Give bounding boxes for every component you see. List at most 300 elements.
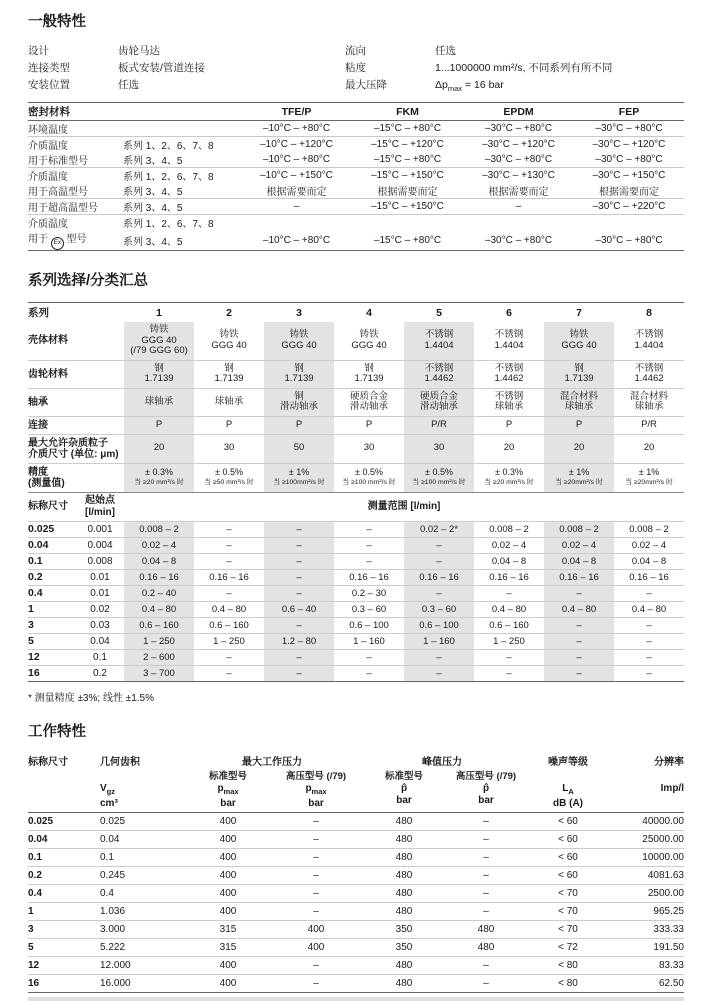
- measurement-row: [28, 537, 684, 553]
- nominal-size: 0.025: [28, 812, 92, 830]
- pmax-high-value: –: [272, 848, 360, 866]
- cell-line: 硬质合金: [419, 390, 458, 402]
- sealing-temp-value: [463, 215, 574, 231]
- pmax-high-unit: [272, 782, 360, 813]
- gear-volume-value: 0.245: [92, 866, 184, 884]
- cell-line: 当 ≥50 mm²/s 时: [204, 478, 254, 486]
- resolution-value: 2500.00: [612, 884, 684, 902]
- operating-row: [28, 974, 684, 992]
- cell-line: 1.4462: [494, 373, 524, 385]
- range-value: –: [264, 649, 334, 665]
- material-cell: [194, 434, 264, 463]
- gear-volume-value: 0.4: [92, 884, 184, 902]
- range-value: 0.04 – 8: [491, 555, 527, 567]
- material-cell: [474, 322, 544, 360]
- range-value: –: [264, 585, 334, 601]
- range-value: 0.4 – 80: [124, 601, 194, 617]
- ex-atex-icon: Ex: [51, 237, 64, 250]
- cell-line: 铸铁: [359, 329, 379, 341]
- series-col-6: 6: [506, 306, 512, 319]
- range-value: –: [264, 665, 334, 681]
- sealing-temp-value: –15°C – +120°C: [371, 139, 444, 151]
- cell-line: 不锈钢: [494, 390, 524, 402]
- cell-line: 钢: [294, 362, 304, 374]
- sealing-row-label: 介质温度: [28, 219, 68, 231]
- range-value: 0.4 – 80: [211, 603, 247, 615]
- cell-line: 不锈钢: [494, 362, 524, 374]
- range-value: 0.16 – 16: [124, 569, 194, 585]
- peak-standard-model-header: 标准型号: [384, 770, 423, 782]
- range-value: –: [544, 585, 614, 601]
- peak-high-value: –: [448, 884, 524, 902]
- sealing-temp-value: –15°C – +80°C: [373, 234, 442, 246]
- range-value: 0.02 – 4: [124, 537, 194, 553]
- property-label: 最大压降: [345, 79, 387, 91]
- range-value: –: [226, 667, 232, 679]
- spacer: [612, 768, 684, 782]
- sealing-temp-value: [241, 215, 352, 231]
- unit-label: bar: [396, 794, 412, 806]
- unit-label: bar: [308, 797, 324, 809]
- sealing-temp-value: –30°C – +220°C: [574, 199, 684, 215]
- nominal-size: 0.1: [28, 848, 92, 866]
- range-value: –: [366, 667, 372, 679]
- range-value: –: [264, 569, 334, 585]
- sealing-series-label: 系列 1、2、6、7、8: [123, 172, 214, 184]
- cell-line: 滑动轴承: [349, 401, 388, 413]
- range-value: –: [544, 665, 614, 681]
- nominal-size-header: 标称尺寸: [28, 500, 68, 512]
- series-section-title: 系列选择/分类汇总: [28, 273, 149, 290]
- sealing-temp-value: 根据需要而定: [352, 183, 463, 199]
- general-props-left: [28, 43, 345, 97]
- range-value: 0.008 – 2: [124, 521, 194, 537]
- peak-standard-value: 480: [360, 884, 448, 902]
- range-value: –: [506, 667, 512, 679]
- property-value: [435, 43, 684, 60]
- label-line: 精度: [28, 466, 48, 478]
- sealing-temp-value: –30°C – +80°C: [463, 121, 574, 137]
- cell-line: ± 0.3%: [145, 467, 173, 478]
- noise-level-value: < 60: [524, 848, 612, 866]
- peak-high-value: –: [448, 848, 524, 866]
- peak-pressure-header: 峰值压力: [422, 756, 462, 768]
- range-value: –: [264, 521, 334, 537]
- material-cell: [614, 360, 684, 388]
- sealing-col-tfep: TFE/P: [241, 103, 352, 121]
- peak-standard-value: 480: [360, 830, 448, 848]
- resolution-value: 25000.00: [612, 830, 684, 848]
- pmax-standard-value: 315: [184, 920, 272, 938]
- pmax-standard-value: 400: [219, 977, 237, 989]
- measurement-row: [28, 553, 684, 569]
- cell-line: 钢: [154, 362, 164, 374]
- cell-line: 不锈钢: [424, 329, 454, 341]
- range-value: 1 – 250: [213, 635, 245, 647]
- range-value: –: [646, 635, 652, 647]
- cell-line: 不锈钢: [634, 329, 664, 341]
- series-table-body: [28, 322, 684, 492]
- range-value: –: [646, 587, 652, 599]
- label-prefix: 用于: [28, 234, 51, 246]
- cell-line: 1.4462: [424, 373, 454, 385]
- material-cell: [544, 434, 614, 463]
- cell-line: 1.7139: [354, 373, 384, 385]
- sealing-temp-value: –15°C – +150°C: [352, 199, 463, 215]
- start-point-header: [76, 492, 124, 521]
- cell-line: 不锈钢: [494, 329, 524, 341]
- peak-high-value: –: [448, 812, 524, 830]
- series-material-row: [28, 360, 684, 388]
- sealing-row-label: 用于标准型号: [28, 152, 123, 168]
- material-cell: [194, 463, 264, 492]
- cell-line: ± 0.5%: [425, 467, 453, 478]
- operating-row: [28, 866, 684, 884]
- range-value: –: [226, 523, 232, 535]
- sealing-temp-value: –15°C – +80°C: [352, 152, 463, 168]
- sealing-series-label: 系列 3、4、5: [123, 236, 183, 248]
- measurement-row: [28, 585, 684, 601]
- sealing-col-fkm: FKM: [352, 103, 463, 121]
- range-value: 0.16 – 16: [404, 569, 474, 585]
- material-cell: [334, 360, 404, 388]
- material-cell: [264, 434, 334, 463]
- start-point-value: 0.2: [93, 667, 107, 679]
- sealing-row-label: 用于高温型号: [28, 183, 123, 199]
- material-cell: [124, 388, 194, 416]
- material-cell: [334, 322, 404, 360]
- sealing-temp-value: [352, 215, 463, 231]
- series-header-row: [28, 303, 684, 323]
- noise-level-value: < 80: [524, 956, 612, 974]
- property-row: [28, 77, 345, 94]
- material-cell: [334, 416, 404, 434]
- operating-section-title: 工作特性: [28, 723, 86, 740]
- gear-volume-unit: [92, 782, 184, 813]
- nominal-size: 12: [28, 956, 92, 974]
- material-cell: [194, 416, 264, 434]
- series-material-row: [28, 322, 684, 360]
- material-cell: [194, 322, 264, 360]
- cell-line: P/R: [641, 418, 657, 430]
- sealing-row-label: [28, 230, 123, 251]
- range-value: 0.16 – 16: [629, 571, 669, 583]
- resolution-value: 83.33: [612, 956, 684, 974]
- max-working-pressure-header: 最大工作压力: [242, 756, 302, 768]
- start-point-value: 0.1: [93, 651, 107, 663]
- material-cell: [194, 388, 264, 416]
- noise-unit: [524, 782, 612, 813]
- cell-line: 铸铁: [289, 329, 309, 341]
- peak-standard-value: 350: [360, 938, 448, 956]
- cell-line: 当 ≥20mm²/s 时: [625, 478, 673, 486]
- cell-line: 当 ≥20 mm²/s 时: [134, 478, 184, 486]
- cell-line: 混合材料: [559, 390, 598, 402]
- sealing-series-label: 系列 3、4、5: [123, 152, 241, 168]
- nominal-size: 0.04: [28, 830, 92, 848]
- sealing-temp-value: 根据需要而定: [241, 183, 352, 199]
- pmax-high-value: –: [272, 884, 360, 902]
- sealing-temp-value: –30°C – +80°C: [574, 121, 684, 137]
- material-row-label: [28, 416, 124, 434]
- range-value: –: [506, 587, 512, 599]
- cell-line: 球轴承: [144, 395, 174, 407]
- pmax-high-value: 400: [272, 920, 360, 938]
- cell-line: 硬质合金: [349, 390, 388, 402]
- material-cell: [404, 434, 474, 463]
- cell-line: ± 0.5%: [215, 467, 243, 478]
- noise-level-value: < 80: [558, 977, 578, 989]
- gear-volume-value: 1.036: [92, 902, 184, 920]
- sealing-materials-table: [28, 102, 684, 251]
- noise-level-header: 噪声等级: [548, 756, 588, 768]
- unit-label: dB (A): [553, 797, 583, 809]
- material-row-label: [28, 360, 124, 388]
- cell-line: GGG 40: [281, 339, 317, 351]
- cell-line: GGG 40: [561, 339, 597, 351]
- text-segment: 1...1000000 mm²/s, 不同系列有所不同: [435, 62, 613, 74]
- material-cell: [124, 434, 194, 463]
- cell-line: 滑动轴承: [279, 401, 318, 413]
- range-value: –: [264, 537, 334, 553]
- sealing-series-label: 系列 1、2、6、7、8: [123, 219, 214, 231]
- peak-high-value: –: [448, 902, 524, 920]
- cell-line: 混合材料: [629, 390, 668, 402]
- spacer: [28, 782, 92, 813]
- cell-line: GGG 40: [211, 339, 247, 351]
- range-value: –: [366, 523, 372, 535]
- measurement-header-row: [28, 492, 684, 521]
- series-col-1: 1: [156, 306, 162, 319]
- resolution-header: 分辨率: [654, 756, 684, 768]
- material-cell: [614, 416, 684, 434]
- cell-line: 30: [433, 442, 445, 454]
- cell-line: GGG 40: [351, 339, 387, 351]
- resolution-value: 10000.00: [612, 848, 684, 866]
- cell-line: 1.7139: [144, 373, 174, 385]
- nominal-size: 3: [28, 920, 92, 938]
- cell-line: 球轴承: [214, 395, 244, 407]
- range-value: 2 – 600: [124, 649, 194, 665]
- property-row: [345, 77, 684, 97]
- subscript: gz: [106, 786, 116, 796]
- cell-line: ± 1%: [568, 467, 590, 478]
- property-label: 粘度: [345, 62, 366, 74]
- range-value: –: [404, 649, 474, 665]
- cell-line: 当 ≥100 mm²/s 时: [412, 478, 466, 486]
- series-material-row: [28, 434, 684, 463]
- material-cell: [264, 322, 334, 360]
- sealing-temp-value: –: [241, 199, 352, 215]
- resolution-value: 40000.00: [612, 812, 684, 830]
- cell-line: 铸铁: [149, 324, 169, 336]
- sealing-temp-value: –30°C – +80°C: [574, 152, 684, 168]
- range-value: –: [544, 649, 614, 665]
- sealing-row-label: 环境温度: [28, 121, 123, 137]
- resolution-value: 4081.63: [612, 866, 684, 884]
- peak-high-unit: [448, 782, 524, 813]
- pmax-high-value: 400: [272, 938, 360, 956]
- operating-row: [28, 812, 684, 830]
- sealing-series-label: 系列 3、4、5: [123, 199, 241, 215]
- range-value: 0.6 – 160: [489, 619, 529, 631]
- cell-line: P: [295, 418, 303, 430]
- range-value: –: [264, 553, 334, 569]
- pmax-high-value: –: [272, 812, 360, 830]
- sealing-row: [28, 215, 684, 231]
- cell-line: 不锈钢: [634, 362, 664, 374]
- range-value: –: [226, 651, 232, 663]
- cell-line: 1.4404: [634, 339, 664, 351]
- measuring-range-header: 测量范围 [l/min]: [367, 500, 441, 512]
- cell-line: 20: [153, 442, 165, 454]
- nominal-size: 0.2: [28, 571, 43, 584]
- nominal-size: 5: [28, 635, 34, 648]
- label-line: 轴承: [28, 396, 48, 408]
- range-value: 0.6 – 100: [404, 617, 474, 633]
- cell-line: 当 ≥20mm²/s 时: [555, 478, 603, 486]
- range-value: 0.4 – 80: [491, 603, 527, 615]
- sealing-temp-value: –: [463, 199, 574, 215]
- series-col-2: 2: [226, 306, 232, 319]
- pmax-standard-value: 400: [184, 902, 272, 920]
- pmax-high-value: –: [313, 977, 319, 989]
- measurement-row: [28, 601, 684, 617]
- sealing-row: [28, 168, 684, 184]
- material-cell: [474, 434, 544, 463]
- peak-high-value: 480: [448, 920, 524, 938]
- property-label: 连接类型: [28, 62, 70, 74]
- material-row-label: [28, 388, 124, 416]
- nominal-size: 0.025: [28, 523, 55, 536]
- text-segment: 任选: [118, 79, 139, 91]
- range-value: 0.16 – 16: [209, 571, 249, 583]
- range-value: 0.16 – 16: [349, 571, 389, 583]
- material-cell: [544, 322, 614, 360]
- sealing-row-label: 介质温度: [28, 172, 68, 184]
- label-suffix: 型号: [63, 234, 87, 246]
- material-cell: [474, 388, 544, 416]
- label-line: 壳体材料: [28, 335, 68, 347]
- material-cell: [334, 434, 404, 463]
- symbol: p: [305, 782, 312, 794]
- range-value: –: [366, 651, 372, 663]
- property-row: [28, 60, 345, 77]
- cell-line: 1.4404: [424, 339, 454, 351]
- cell-line: 球轴承: [564, 401, 594, 413]
- pmax-standard-unit: [184, 782, 272, 813]
- spacer: [524, 768, 612, 782]
- cell-line: 1.4404: [494, 339, 524, 351]
- text-segment: 齿轮马达: [118, 45, 160, 57]
- cell-line: 钢: [364, 362, 374, 374]
- sealing-temp-value: –10°C – +80°C: [241, 121, 352, 137]
- cell-line: 滑动轴承: [419, 401, 458, 413]
- operating-table: [28, 753, 684, 993]
- sealing-row: [28, 152, 684, 168]
- label-line: 连接: [28, 419, 48, 431]
- cell-line: 当 ≥100 mm²/s 时: [342, 478, 396, 486]
- pmax-high-value: –: [272, 830, 360, 848]
- sealing-row: [28, 199, 684, 215]
- material-cell: [194, 360, 264, 388]
- range-value: 0.2 – 30: [351, 587, 387, 599]
- peak-high-model-header: 高压型号 (/79): [455, 770, 517, 782]
- subscript: max: [223, 786, 239, 796]
- sealing-col-epdm: EPDM: [463, 103, 574, 121]
- cell-line: ± 0.5%: [355, 467, 383, 478]
- range-value: 0.008 – 2: [489, 523, 529, 535]
- material-cell: [544, 416, 614, 434]
- series-material-row: [28, 416, 684, 434]
- pmax-standard-model-header: 标准型号: [208, 770, 247, 782]
- range-value: –: [404, 553, 474, 569]
- cut-off-next-section: [28, 997, 684, 1001]
- text-segment: 板式安装/管道连接: [118, 62, 205, 74]
- peak-high-value: –: [448, 956, 524, 974]
- cell-line: (/79 GGG 60): [130, 345, 188, 357]
- cell-line: P: [575, 418, 583, 430]
- sealing-table-body: [28, 121, 684, 251]
- property-label: 流向: [345, 45, 366, 57]
- material-row-label: [28, 322, 124, 360]
- sealing-series-label: [123, 121, 241, 137]
- peak-high-value: –: [483, 977, 489, 989]
- range-value: –: [404, 665, 474, 681]
- range-value: –: [646, 667, 652, 679]
- cell-line: 1.7139: [284, 373, 314, 385]
- unit-label: bar: [478, 794, 494, 806]
- cell-line: 20: [573, 442, 585, 454]
- range-value: 3 – 700: [124, 665, 194, 681]
- operating-row: [28, 956, 684, 974]
- sealing-row: [28, 230, 684, 251]
- material-cell: [404, 388, 474, 416]
- material-cell: [404, 322, 474, 360]
- cell-line: 铜: [294, 390, 304, 402]
- range-value: 1.2 – 80: [264, 633, 334, 649]
- pmax-high-value: –: [272, 866, 360, 884]
- range-value: 0.04 – 8: [544, 553, 614, 569]
- start-point-value: 0.04: [90, 635, 110, 647]
- gear-volume-value: 0.025: [92, 812, 184, 830]
- series-header-label: 系列: [28, 307, 49, 320]
- property-row: [345, 60, 684, 77]
- text-segment: Δp: [435, 79, 448, 91]
- measurement-row: [28, 521, 684, 537]
- unit-label: cm³: [100, 797, 118, 809]
- range-value: –: [646, 619, 652, 631]
- header-line: [l/min]: [85, 506, 115, 518]
- measurement-row: [28, 665, 684, 681]
- nominal-size: 0.04: [28, 539, 49, 552]
- start-point-value: 0.01: [90, 571, 110, 583]
- range-value: 0.6 – 40: [264, 601, 334, 617]
- range-value: –: [404, 537, 474, 553]
- series-col-5: 5: [436, 306, 442, 319]
- cell-line: 20: [643, 442, 655, 454]
- label-line: 最大允许杂质粒子: [28, 437, 108, 449]
- cell-line: 30: [223, 442, 235, 454]
- cell-line: 钢: [224, 362, 234, 374]
- peak-standard-unit: [360, 782, 448, 813]
- material-row-label: [28, 434, 124, 463]
- sealing-row-label: 用于超高温型号: [28, 199, 123, 215]
- material-cell: [614, 434, 684, 463]
- nominal-size: 0.4: [28, 587, 43, 600]
- start-point-value: 0.02: [90, 603, 110, 615]
- cell-line: 球轴承: [634, 401, 664, 413]
